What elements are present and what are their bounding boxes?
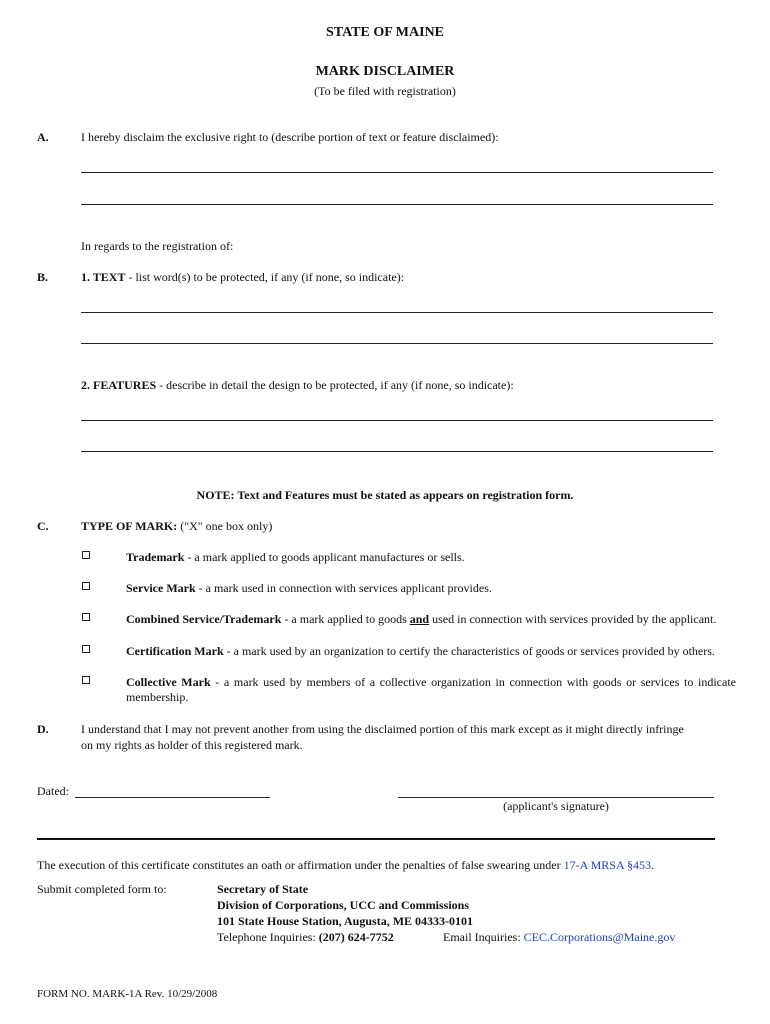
service-mark-option xyxy=(126,581,492,596)
text-item xyxy=(81,270,404,285)
section-d-line-1: I understand that I may not prevent another from using the disclaimed portion of this mark except as it might directly infringe xyxy=(81,722,684,736)
section-c-letter: C. xyxy=(37,519,49,533)
telephone-line xyxy=(217,930,394,945)
telephone-label: Telephone Inquiries: xyxy=(217,930,319,944)
features-item xyxy=(81,378,514,393)
telephone-number: (207) 624-7752 xyxy=(318,930,394,944)
section-a-letter: A. xyxy=(37,130,49,144)
type-of-mark-label: TYPE OF MARK: xyxy=(81,519,178,533)
trademark-desc: - a mark applied to goods applicant manufactures or sells. xyxy=(184,550,465,564)
form-number: FORM NO. MARK-1A Rev. 10/29/2008 xyxy=(37,988,218,1000)
state-title: STATE OF MAINE xyxy=(326,25,444,40)
address-line-3: 101 State House Station, Augusta, ME 04333-0101 xyxy=(217,914,474,928)
dated-field[interactable] xyxy=(75,784,270,798)
dated-label: Dated: xyxy=(37,784,69,798)
collective-mark-desc: - a mark used by members of a collective organization in connection with goods or services to indicate membership. xyxy=(126,675,736,704)
address-line-2: Division of Corporations, UCC and Commissions xyxy=(217,898,470,912)
email-label: Email Inquiries: xyxy=(443,930,524,944)
form-subtitle: (To be filed with registration) xyxy=(314,84,456,98)
divider-rule xyxy=(37,838,715,840)
trademark-name: Trademark xyxy=(126,550,185,564)
combined-mark-desc-post: used in connection with services provided by the applicant. xyxy=(429,612,717,626)
features-item-desc: - describe in detail the design to be protected, if any (if none, so indicate): xyxy=(156,378,514,392)
section-d-letter: D. xyxy=(37,722,49,736)
section-b-letter: B. xyxy=(37,270,49,284)
text-line-1[interactable] xyxy=(81,312,713,313)
type-of-mark xyxy=(81,519,272,534)
service-mark-desc: - a mark used in connection with services applicant provides. xyxy=(195,581,492,595)
email-link[interactable]: CEC.Corporations@Maine.gov xyxy=(523,930,676,944)
disclaimed-portion-line-1[interactable] xyxy=(81,172,713,173)
text-item-desc: - list word(s) to be protected, if any (if none, so indicate): xyxy=(125,270,405,284)
certification-mark-option xyxy=(126,644,715,659)
service-mark-checkbox[interactable] xyxy=(82,582,90,590)
statute-link[interactable]: 17-A MRSA §453 xyxy=(563,858,651,872)
regards-text: In regards to the registration of: xyxy=(81,239,234,253)
submit-label: Submit completed form to: xyxy=(37,882,167,896)
email-line xyxy=(443,930,675,945)
disclaimed-portion-line-2[interactable] xyxy=(81,204,713,205)
service-mark-name: Service Mark xyxy=(126,581,196,595)
oath-end: . xyxy=(650,858,654,872)
combined-mark-name: Combined Service/Trademark xyxy=(126,612,282,626)
combined-mark-emphasis: and xyxy=(409,612,430,626)
certification-mark-desc: - a mark used by an organization to certify the characteristics of goods or services provided by others. xyxy=(223,644,715,658)
features-line-2[interactable] xyxy=(81,451,713,452)
certification-mark-checkbox[interactable] xyxy=(82,645,90,653)
text-item-label: 1. TEXT xyxy=(81,270,126,284)
section-a-instruction: I hereby disclaim the exclusive right to (describe portion of text or feature disclaimed): xyxy=(81,130,499,144)
trademark-checkbox[interactable] xyxy=(82,551,90,559)
signature-caption: (applicant's signature) xyxy=(503,799,609,813)
certification-mark-name: Certification Mark xyxy=(126,644,224,658)
note-text: NOTE: Text and Features must be stated as appears on registration form. xyxy=(196,488,574,502)
features-item-label: 2. FEATURES xyxy=(81,378,157,392)
section-d-line-2: on my rights as holder of this registered mark. xyxy=(81,738,303,752)
combined-mark-option xyxy=(126,612,716,627)
oath-statement xyxy=(37,858,654,873)
form-title: MARK DISCLAIMER xyxy=(315,64,455,79)
collective-mark-checkbox[interactable] xyxy=(82,676,90,684)
collective-mark-name: Collective Mark xyxy=(126,675,211,689)
collective-mark-option xyxy=(126,675,736,705)
text-line-2[interactable] xyxy=(81,343,713,344)
combined-mark-checkbox[interactable] xyxy=(82,613,90,621)
signature-field[interactable] xyxy=(398,784,714,798)
trademark-option xyxy=(126,550,465,565)
address-line-1: Secretary of State xyxy=(217,882,309,896)
combined-mark-desc-pre: - a mark applied to goods xyxy=(281,612,410,626)
features-line-1[interactable] xyxy=(81,420,713,421)
type-of-mark-hint: ("X" one box only) xyxy=(177,519,273,533)
oath-text: The execution of this certificate constitutes an oath or affirmation under the penalties of false swearing under xyxy=(37,858,564,872)
